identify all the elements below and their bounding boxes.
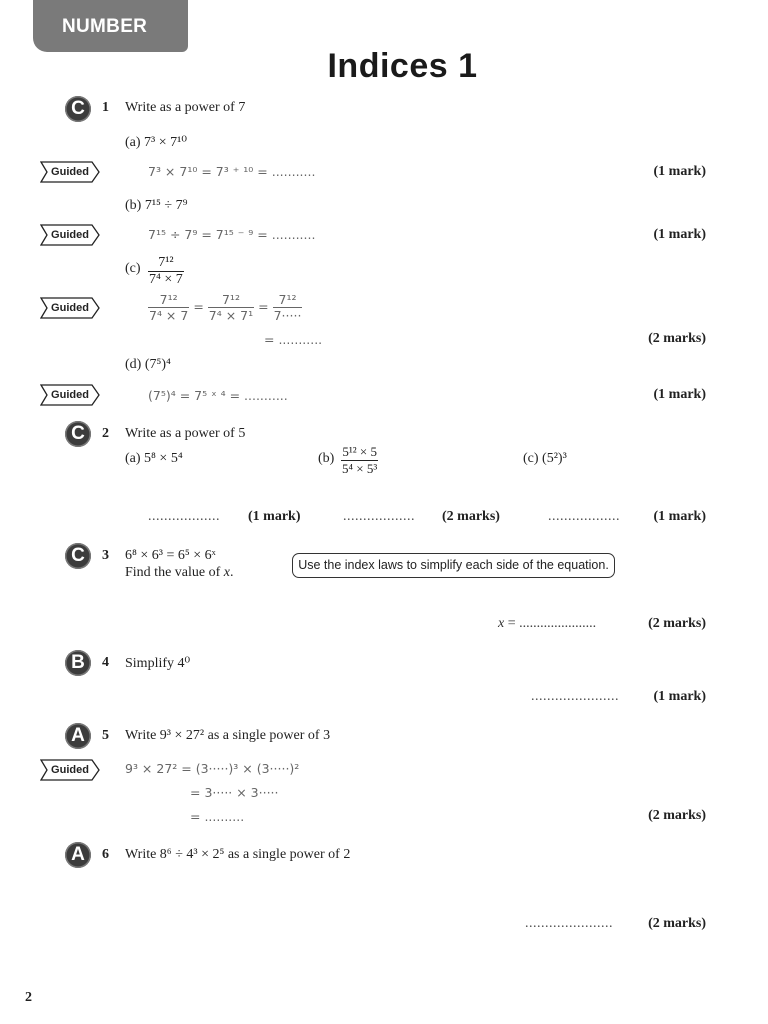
q2-prompt: Write as a power of 5 <box>125 426 246 441</box>
q1c-work-numerator-2: 7¹² <box>221 292 240 307</box>
guided-label: Guided <box>51 229 89 241</box>
q2b-numerator: 5¹² × 5 <box>342 444 377 459</box>
q3-marks: (2 marks) <box>648 616 706 631</box>
guided-tag <box>40 161 100 183</box>
q3-prompt-variable: x <box>223 565 230 580</box>
q1c-work-numerator-1: 7¹² <box>159 292 178 307</box>
grade-badge-q4: B <box>65 650 91 676</box>
q2a-answer-line[interactable]: .................. <box>148 509 220 524</box>
q1d-expression: (7⁵)⁴ <box>144 357 171 372</box>
q1a-marks: (1 mark) <box>653 164 706 179</box>
q1d-marks: (1 mark) <box>653 387 706 402</box>
q1c-denominator: 7⁴ × 7 <box>149 272 183 287</box>
q2a-marks: (1 mark) <box>248 509 301 524</box>
q6-prompt: Write 8⁶ ÷ 4³ × 2⁵ as a single power of 2 <box>125 847 351 862</box>
question-number-4: 4 <box>102 655 109 670</box>
question-number-6: 6 <box>102 847 109 862</box>
q3-prompt <box>125 565 233 581</box>
q1c-work-denominator-2: 7⁴ × 7¹ <box>208 308 254 323</box>
q5-working-line-3: = .......... <box>190 809 245 824</box>
q2b-label: (b) <box>318 451 335 466</box>
guided-label: Guided <box>51 389 89 401</box>
q1d-part <box>125 357 171 373</box>
q1b-label: (b) <box>125 198 142 213</box>
q5-working-line-2: = 3····· × 3····· <box>190 785 279 800</box>
question-number-1: 1 <box>102 100 109 115</box>
grade-badge-q6: A <box>65 842 91 868</box>
q1c-work-denominator-3: 7····· <box>273 308 302 323</box>
q2b-marks: (2 marks) <box>442 509 500 524</box>
q1c-marks: (2 marks) <box>648 331 706 346</box>
q2c-part <box>523 451 567 467</box>
q2a-part <box>125 451 183 467</box>
q3-answer-dots: = ...................... <box>504 616 597 631</box>
q2c-marks: (1 mark) <box>653 509 706 524</box>
q6-marks: (2 marks) <box>648 916 706 931</box>
q1-prompt: Write as a power of 7 <box>125 100 246 115</box>
grade-badge-q3: C <box>65 543 91 569</box>
guided-tag <box>40 384 100 406</box>
q3-prompt-text: Find the value of <box>125 565 224 580</box>
grade-badge-q1: C <box>65 96 91 122</box>
q1d-label: (d) <box>125 357 142 372</box>
q5-marks: (2 marks) <box>648 808 706 823</box>
q2a-label: (a) <box>125 451 141 466</box>
grade-badge-q2: C <box>65 421 91 447</box>
q1a-label: (a) <box>125 135 141 150</box>
guided-label: Guided <box>51 302 89 314</box>
question-number-2: 2 <box>102 426 109 441</box>
guided-tag <box>40 759 100 781</box>
q1b-working: 7¹⁵ ÷ 7⁹ = 7¹⁵ ⁻ ⁹ = ........... <box>148 227 316 242</box>
equals-sign: = <box>193 299 204 314</box>
q3-answer-line[interactable] <box>498 616 596 632</box>
question-number-3: 3 <box>102 548 109 563</box>
q3-answer-variable: x <box>498 616 505 631</box>
guided-label: Guided <box>51 166 89 178</box>
equals-sign: = <box>258 299 269 314</box>
section-tab: NUMBER <box>33 0 188 52</box>
q1c-final-line: = ........... <box>264 332 323 347</box>
q1a-expression: 7³ × 7¹⁰ <box>144 135 187 150</box>
q1b-marks: (1 mark) <box>653 227 706 242</box>
guided-tag <box>40 224 100 246</box>
q2a-expression: 5⁸ × 5⁴ <box>144 451 183 466</box>
q4-prompt: Simplify 4⁰ <box>125 656 191 671</box>
q1b-expression: 7¹⁵ ÷ 7⁹ <box>144 198 188 213</box>
q1c-work-denominator-1: 7⁴ × 7 <box>149 308 189 323</box>
q3-equation: 6⁸ × 6³ = 6⁵ × 6ˣ <box>125 548 216 563</box>
q1d-working: (7⁵)⁴ = 7⁵ ˣ ⁴ = ........... <box>148 388 288 403</box>
q2c-expression: (5²)³ <box>542 451 567 466</box>
grade-badge-q5: A <box>65 723 91 749</box>
q3-prompt-end: . <box>229 565 234 580</box>
question-number-5: 5 <box>102 728 109 743</box>
q1c-work-numerator-3: 7¹² <box>278 292 297 307</box>
guided-tag <box>40 297 100 319</box>
q1a-part <box>125 134 187 151</box>
hint-box: Use the index laws to simplify each side of the equation. <box>292 553 615 578</box>
q5-working-line-1: 9³ × 27² = (3·····)³ × (3·····)² <box>125 761 300 776</box>
q4-answer-line[interactable]: ...................... <box>531 689 619 704</box>
q5-prompt: Write 9³ × 27² as a single power of 3 <box>125 728 331 743</box>
q2b-answer-line[interactable]: .................. <box>343 509 415 524</box>
q1c-numerator: 7¹² <box>158 255 174 270</box>
q2b-fraction <box>341 444 378 477</box>
q1c-working <box>148 292 302 323</box>
q6-answer-line[interactable]: ...................... <box>525 916 613 931</box>
q1b-part <box>125 198 187 214</box>
q1a-working: 7³ × 7¹⁰ = 7³ ⁺ ¹⁰ = ........... <box>148 164 316 179</box>
q1c-fraction <box>148 255 184 288</box>
q4-marks: (1 mark) <box>653 689 706 704</box>
q1c-label: (c) <box>125 261 141 276</box>
guided-label: Guided <box>51 764 89 776</box>
page-title: Indices 1 <box>327 47 478 85</box>
q2b-denominator: 5⁴ × 5³ <box>342 461 378 476</box>
page-number: 2 <box>25 990 32 1005</box>
q2c-label: (c) <box>523 451 539 466</box>
q2c-answer-line[interactable]: .................. <box>548 509 620 524</box>
